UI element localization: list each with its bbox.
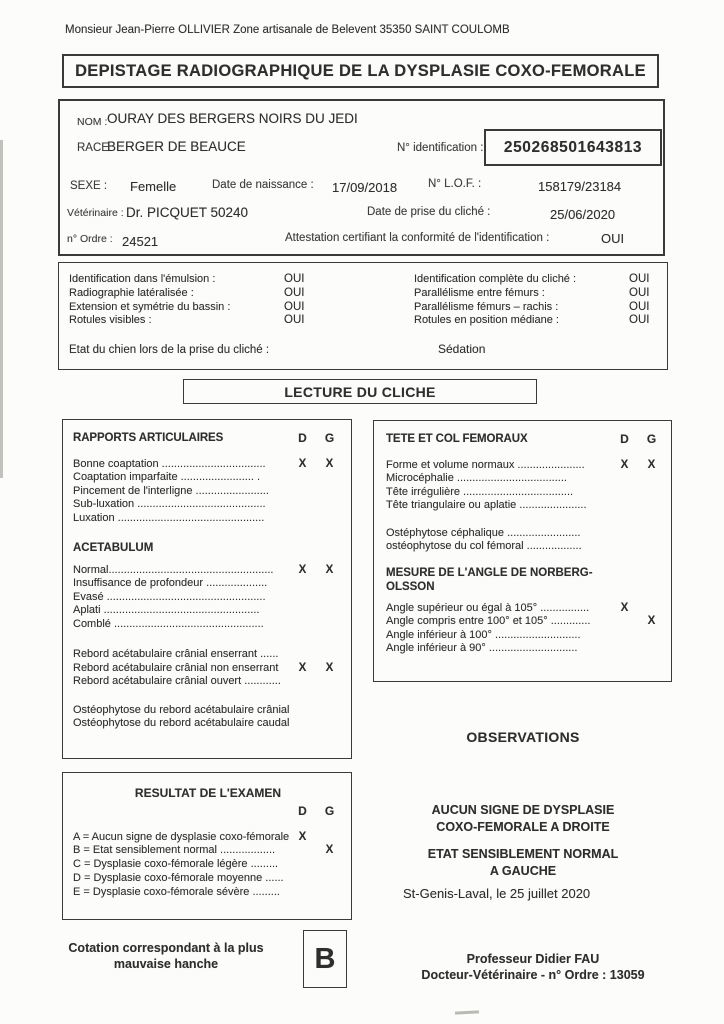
quality-label: Parallélisme fémurs – rachis : [414,300,559,313]
item-label: Ostéophytose du rebord acétabulaire crânial [73,703,289,716]
cotation-label-line2: mauvaise hanche [113,956,219,971]
mark-g: X [325,563,334,576]
sexe-label: SEXE : [70,180,108,192]
mark-d [289,648,316,662]
checklist-row [73,618,343,632]
scan-smudge [455,1010,479,1014]
mark-d [289,604,316,618]
checklist-row [73,648,343,662]
checklist-row [73,471,343,485]
mark-g [316,471,343,485]
norberg-title-line2: OLSSON [386,580,435,593]
mark-g: X [325,661,334,674]
lecture-title: LECTURE DU CLICHE [284,383,436,400]
checklist-row [73,591,343,605]
column-g-header: G [646,432,657,446]
quality-value: OUI [284,314,305,327]
quality-label: Rotules en position médiane : [414,314,559,327]
mark-d [289,704,316,718]
item-label: Tête triangulaire ou aplatie ...................... [386,499,587,511]
quality-row [69,287,369,301]
scan-edge-artifact [0,140,3,478]
mark-d [611,527,638,541]
mark-d [289,675,316,689]
quality-label: Radiographie latéralisée : [69,286,194,299]
checklist-row [386,615,665,629]
quality-row [69,301,369,315]
veterinaire-value: Dr. PICQUET 50240 [126,205,249,220]
lecture-du-cliche-box [183,379,537,404]
item-label: Angle inférieur à 100° ............................ [386,628,581,641]
identification-number: 250268501643813 [503,138,643,156]
item-label: Tête irrégulière .................................... [386,485,574,498]
norberg-items [386,602,665,656]
item-label: Rebord acétabulaire crânial non enserrant [73,661,279,674]
quality-row [414,301,664,315]
mark-d [289,577,316,591]
checklist-row [73,872,343,886]
checklist-row [386,540,665,554]
naissance-value: 17/09/2018 [332,180,398,195]
item-label: Aplati ................................................... [73,604,260,616]
mark-g [316,604,343,618]
item-label: D = Dysplasie coxo-fémorale moyenne ...... [73,871,284,884]
checklist-row [73,704,343,718]
checklist-row [73,564,343,578]
mark-g: X [325,457,334,470]
checklist-row [73,717,343,731]
mark-g [316,618,343,632]
item-label: Insuffisance de profondeur .................... [73,577,268,589]
mark-d [289,858,316,872]
item-label: Normal...................................................... [73,563,274,576]
column-d-header: D [298,803,307,818]
quality-label: Extension et symétrie du bassin : [69,300,231,313]
item-label: Angle supérieur ou égal à 105° ................ [386,601,590,614]
checklist-row [386,499,665,513]
checklist-row [73,498,343,512]
checklist-row [386,486,665,500]
quality-row [69,273,369,287]
identification-number-box [484,129,662,166]
mark-d [289,471,316,485]
checklist-row [386,642,665,656]
mark-g [638,629,665,643]
mark-d [289,498,316,512]
section-title: RAPPORTS ARTICULAIRES [73,432,224,444]
mark-d [611,642,638,656]
observations-title: OBSERVATIONS [466,729,580,745]
attestation-label: Attestation certifiant la conformité de l'identification : [285,232,550,244]
quality-value: OUI [284,273,305,285]
lof-value: 158179/23184 [538,179,622,194]
item-label: Rebord acétabulaire crânial ouvert ............ [73,675,281,687]
mark-d: X [620,601,629,614]
nom-label: NOM : [77,116,108,128]
form-title-box [62,54,659,88]
signature-title: Docteur-Vétérinaire - n° Ordre : 13059 [421,967,645,982]
grade-box [303,930,347,988]
quality-label: Parallélisme entre fémurs : [414,286,545,299]
column-d-header: D [620,432,629,446]
resultat-examen-box [62,772,352,920]
mark-g: X [647,615,656,627]
column-g-header: G [324,803,335,818]
grade-value: B [314,942,336,975]
nom-value: OURAY DES BERGERS NOIRS DU JEDI [107,111,358,126]
mark-g [316,648,343,662]
item-label: Ostéophytose du rebord acétabulaire caudal [73,717,289,729]
mark-g [316,831,343,845]
tete-items [386,459,665,513]
checklist-row [386,629,665,643]
checklist-row [73,886,343,900]
place-date-line: St-Genis-Laval, le 25 juillet 2020 [403,886,591,901]
tete-col-femoraux-box [373,420,672,682]
quality-value: OUI [284,300,305,313]
quality-row [414,287,664,301]
item-label: Comblé ................................................. [73,617,264,630]
item-label: B = Etat sensiblement normal .................. [73,844,276,857]
item-label: E = Dysplasie coxo-fémorale sévère ......... [73,885,280,898]
checklist-row [73,675,343,689]
quality-left-column [69,273,369,328]
quality-label: Identification complète du cliché : [414,273,577,285]
item-label: A = Aucun signe de dysplasie coxo-fémorale [73,830,289,843]
mark-g [316,485,343,499]
mark-d: X [298,457,307,470]
section-header [386,433,665,447]
mark-g [638,642,665,656]
quality-value: OUI [284,286,305,299]
item-label: Bonne coaptation .................................. [73,457,266,470]
mark-d [611,472,638,486]
quality-right-column [414,273,664,328]
mark-d [289,886,316,900]
mark-g [638,499,665,513]
mark-d: X [298,661,307,674]
etat-chien-label: Etat du chien lors de la prise du cliché : [69,344,270,356]
etat-chien-value: Sédation [438,342,486,356]
quality-value: OUI [629,273,650,285]
race-label: RACE [77,142,109,154]
observations-block-gauche [393,846,653,879]
mark-g [316,858,343,872]
mark-d [289,717,316,731]
race-value: BERGER DE BEAUCE [107,139,246,154]
mark-d [611,615,638,629]
cliche-date-value: 25/06/2020 [550,207,616,222]
mark-d: X [298,830,307,843]
item-label: Ostéphytose céphalique ........................ [386,526,581,539]
column-d-header: D [298,431,307,445]
rebord-items [73,648,343,689]
item-label: C = Dysplasie coxo-fémorale légère ......... [73,858,279,871]
observations-line: ETAT SENSIBLEMENT NORMAL [427,847,619,861]
mark-g [316,717,343,731]
quality-row [414,314,664,328]
mark-d: X [298,563,307,576]
identity-box [58,99,665,256]
mark-g [316,675,343,689]
mark-g: X [647,458,656,471]
observations-line: COXO-FEMORALE A DROITE [436,819,610,834]
acetabulum-items [73,564,343,632]
item-label: Coaptation imparfaite ........................ . [73,471,261,483]
item-label: Rebord acétabulaire crânial enserrant ...... [73,648,279,660]
ordre-label: n° Ordre : [67,233,113,245]
mark-g [638,540,665,554]
mark-d [611,629,638,643]
checklist-row [73,858,343,872]
item-label: Luxation ................................................ [73,511,265,524]
mark-g [316,886,343,900]
mark-d [611,540,638,554]
quality-row [69,314,369,328]
mark-g [638,486,665,500]
quality-value: OUI [629,300,650,313]
observations-block-droite [393,802,653,835]
checklist-row [73,512,343,526]
signature-block [412,952,654,983]
item-label: ostéophytose du col fémoral .................. [386,540,582,552]
mark-g [638,472,665,486]
cotation-label-line1: Cotation correspondant à la plus [68,941,264,955]
section-title: TETE ET COL FEMORAUX [386,433,528,445]
checklist-row [73,604,343,618]
norberg-title-line1: MESURE DE L'ANGLE DE NORBERG- [386,566,593,579]
quality-label: Identification dans l'émulsion : [69,273,216,285]
form-title: DEPISTAGE RADIOGRAPHIQUE DE LA DYSPLASIE COXO-FEMORALE [75,61,646,80]
checklist-row [73,485,343,499]
mark-g [316,512,343,526]
checklist-row [386,527,665,541]
item-label: Sub-luxation .......................................... [73,498,266,510]
resultat-dg-header [73,805,343,819]
observations-line: AUCUN SIGNE DE DYSPLASIE [431,803,615,817]
checklist-row [386,602,665,616]
item-label: Pincement de l'interligne ........................ [73,484,269,497]
cliche-quality-box [58,262,668,370]
cliche-date-label: Date de prise du cliché : [367,206,491,218]
checklist-row [73,831,343,845]
mark-d [611,499,638,513]
mark-d: X [620,458,629,471]
checklist-row [386,459,665,473]
quality-value: OUI [629,314,650,327]
checklist-row [73,458,343,472]
item-label: Forme et volume normaux ...................... [386,458,585,471]
checklist-row [73,844,343,858]
checklist-row [73,662,343,676]
osteophytose-items [386,527,665,554]
osteophytose-items [73,704,343,731]
quality-row [414,273,664,287]
mark-g: X [325,844,334,857]
resultat-items [73,831,343,900]
mark-g [316,498,343,512]
attestation-value: OUI [601,231,625,246]
mark-d [289,618,316,632]
item-label: Microcéphalie .................................... [386,472,567,484]
resultat-title: RESULTAT DE L'EXAMEN [134,786,282,800]
mark-g [638,602,665,616]
cotation-label [66,941,266,972]
mark-g [638,527,665,541]
mark-d [289,591,316,605]
checklist-row [386,472,665,486]
norberg-title [386,566,665,594]
mark-d [289,844,316,858]
section-header [73,432,343,446]
checklist-row [73,577,343,591]
spacer [73,805,289,819]
signature-name: Professeur Didier FAU [466,952,600,966]
mark-d [289,872,316,886]
mark-d [289,485,316,499]
rapports-articulaires-box [62,419,352,759]
mark-g [316,704,343,718]
owner-address-line: Monsieur Jean-Pierre OLLIVIER Zone artisanale de Belevent 35350 SAINT COULOMB [65,24,510,36]
acetabulum-title: ACETABULUM [73,542,154,554]
item-label: Angle inférieur à 90° ............................. [386,642,578,654]
quality-label: Rotules visibles : [69,314,152,327]
naissance-label: Date de naissance : [212,179,314,191]
mark-g [316,872,343,886]
observations-line: A GAUCHE [489,863,557,878]
mark-d [611,486,638,500]
item-label: Evasé .................................................... [73,590,266,603]
mark-g [316,577,343,591]
ordre-value: 24521 [122,234,159,249]
identification-label: N° identification : [397,142,484,154]
mark-g [316,591,343,605]
item-label: Angle compris entre 100° et 105° ............. [386,615,591,627]
rapports-items [73,458,343,526]
mark-d [289,512,316,526]
quality-value: OUI [629,286,650,299]
lof-label: N° L.O.F. : [428,178,482,190]
veterinaire-label: Vétérinaire : [67,207,124,219]
column-g-header: G [324,431,335,445]
sexe-value: Femelle [130,179,177,194]
